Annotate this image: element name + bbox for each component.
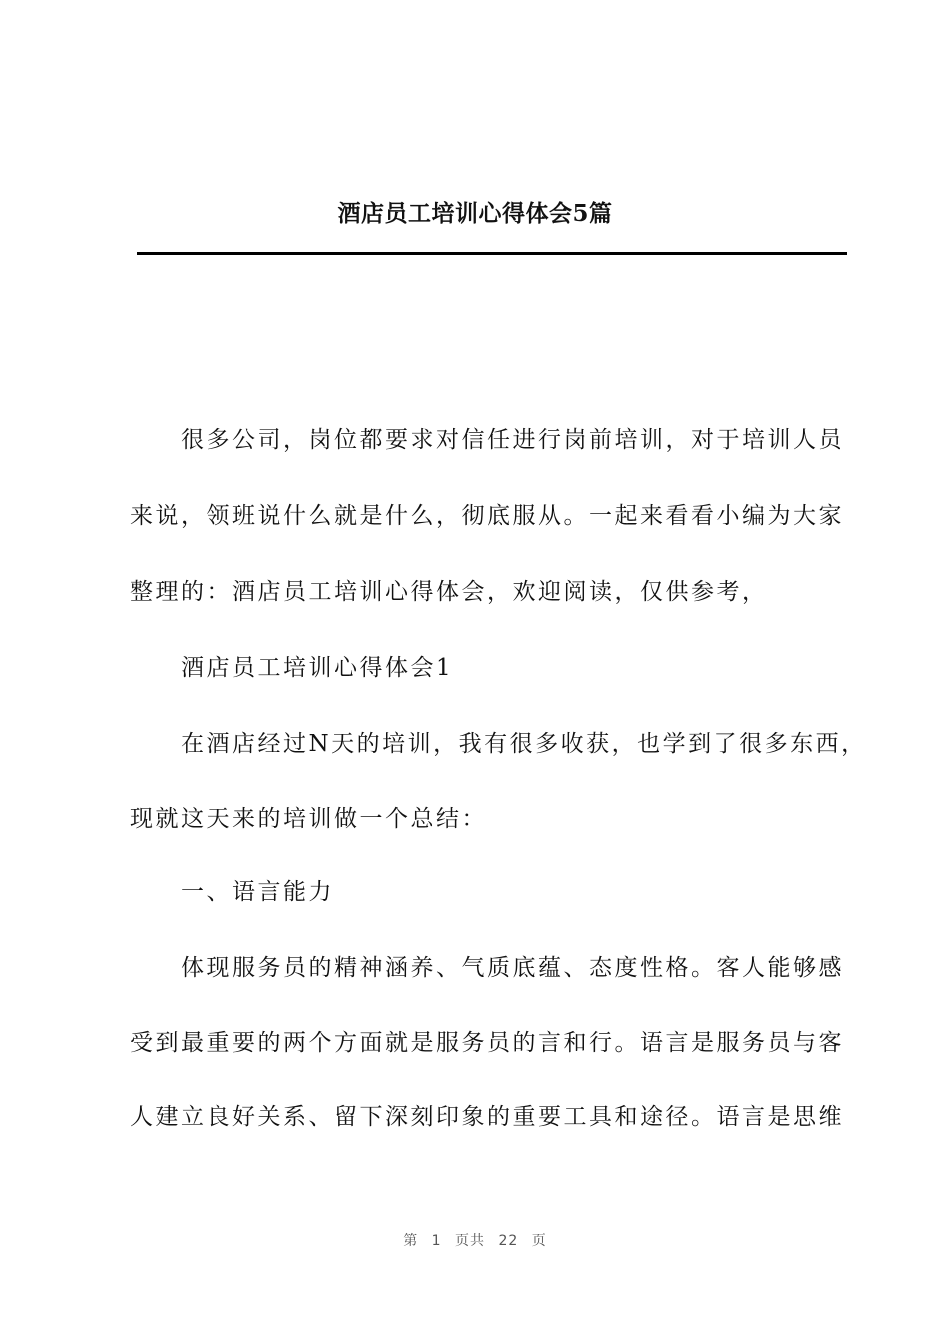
body-line-8: 体现服务员的精神涵养、气质底蕴、态度性格。客人能够感 xyxy=(130,955,844,981)
subsection-heading: 一、语言能力 xyxy=(130,879,334,905)
body-line-10: 人建立良好关系、留下深刻印象的重要工具和途径。语言是思维 xyxy=(130,1104,844,1130)
body-line-6: 现就这天来的培训做一个总结： xyxy=(130,806,487,832)
section-heading-1: 酒店员工培训心得体会1 xyxy=(130,655,454,681)
document-title: 酒店员工培训心得体会5篇 xyxy=(337,200,613,227)
page-number-footer: 第 1 页共 22 页 xyxy=(403,1233,547,1249)
body-line-1: 很多公司，岗位都要求对信任进行岗前培训，对于培训人员 xyxy=(130,427,844,453)
body-line-3: 整理的：酒店员工培训心得体会，欢迎阅读，仅供参考， xyxy=(130,579,768,605)
body-line-9: 受到最重要的两个方面就是服务员的言和行。语言是服务员与客 xyxy=(130,1030,844,1056)
body-line-5: 在酒店经过N天的培训，我有很多收获，也学到了很多东西， xyxy=(130,731,867,757)
title-divider xyxy=(137,252,847,255)
body-line-2: 来说，领班说什么就是什么，彻底服从。一起来看看小编为大家 xyxy=(130,503,844,529)
